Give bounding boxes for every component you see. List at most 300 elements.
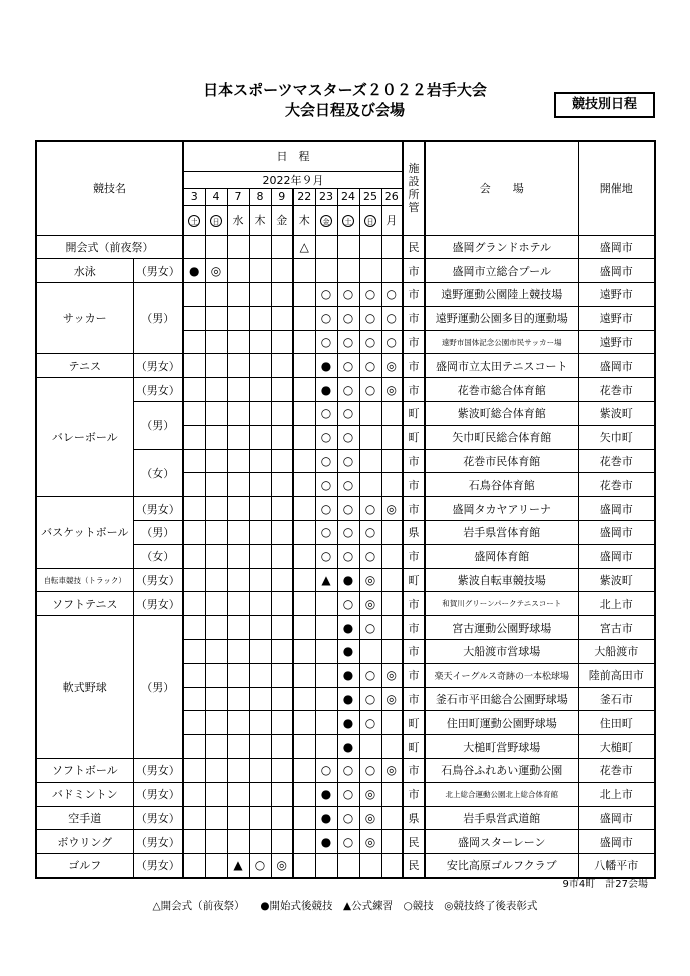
header-weekday: 木 — [249, 205, 271, 235]
venue-name: 紫波町総合体育館 — [425, 402, 578, 426]
schedule-mark: ○ — [315, 306, 337, 330]
schedule-mark: ○ — [337, 544, 359, 568]
schedule-mark — [315, 235, 337, 259]
schedule-mark — [183, 759, 205, 783]
schedule-mark — [227, 759, 249, 783]
schedule-mark — [293, 735, 315, 759]
schedule-mark: ▲ — [315, 568, 337, 592]
schedule-mark — [205, 473, 227, 497]
schedule-mark — [271, 616, 293, 640]
schedule-mark: ○ — [337, 521, 359, 545]
schedule-mark: ○ — [315, 425, 337, 449]
schedule-mark — [381, 806, 403, 830]
schedule-mark — [227, 806, 249, 830]
schedule-mark: ● — [337, 616, 359, 640]
schedule-mark — [249, 663, 271, 687]
schedule-mark: ○ — [359, 616, 381, 640]
schedule-mark — [381, 592, 403, 616]
schedule-mark: ◎ — [381, 687, 403, 711]
schedule-mark — [359, 735, 381, 759]
venue-location: 北上市 — [578, 782, 655, 806]
schedule-mark — [205, 568, 227, 592]
schedule-mark: ○ — [381, 330, 403, 354]
schedule-mark: ◎ — [359, 782, 381, 806]
schedule-mark — [271, 259, 293, 283]
schedule-mark: ○ — [359, 521, 381, 545]
venue-name: 楽天イーグルス奇跡の一本松球場 — [425, 663, 578, 687]
schedule-mark — [315, 640, 337, 664]
schedule-mark — [227, 521, 249, 545]
facility-kanri: 市 — [403, 663, 425, 687]
venue-location: 盛岡市 — [578, 235, 655, 259]
schedule-mark: ○ — [359, 759, 381, 783]
schedule-mark — [359, 854, 381, 878]
schedule-mark — [249, 640, 271, 664]
schedule-mark — [183, 640, 205, 664]
schedule-mark — [271, 687, 293, 711]
schedule-mark: ○ — [315, 521, 337, 545]
venue-name: 岩手県営体育館 — [425, 521, 578, 545]
venue-location: 盛岡市 — [578, 354, 655, 378]
schedule-mark — [381, 449, 403, 473]
venue-location: 釜石市 — [578, 687, 655, 711]
schedule-mark: ○ — [315, 497, 337, 521]
schedule-mark — [293, 378, 315, 402]
schedule-mark — [249, 592, 271, 616]
schedule-row — [36, 592, 655, 616]
schedule-mark — [293, 306, 315, 330]
schedule-mark: ● — [337, 711, 359, 735]
schedule-mark — [205, 521, 227, 545]
schedule-mark: ◎ — [381, 378, 403, 402]
schedule-mark: ◎ — [381, 759, 403, 783]
schedule-mark — [227, 640, 249, 664]
schedule-mark — [381, 640, 403, 664]
facility-kanri: 市 — [403, 616, 425, 640]
venue-location: 盛岡市 — [578, 830, 655, 854]
venue-name: 石鳥谷体育館 — [425, 473, 578, 497]
venue-location: 紫波町 — [578, 402, 655, 426]
schedule-mark — [249, 735, 271, 759]
schedule-row — [36, 283, 655, 307]
schedule-row — [36, 378, 655, 402]
header-day: 8 — [249, 188, 271, 205]
header-venue: 会 場 — [425, 141, 578, 235]
schedule-mark — [205, 616, 227, 640]
schedule-mark — [249, 449, 271, 473]
schedule-mark: ○ — [337, 592, 359, 616]
schedule-mark — [293, 354, 315, 378]
schedule-mark — [271, 711, 293, 735]
event-gender: （男女） — [133, 497, 183, 521]
schedule-mark — [293, 711, 315, 735]
schedule-row — [36, 616, 655, 640]
schedule-mark — [271, 759, 293, 783]
header-weekday: 土 — [183, 205, 205, 235]
schedule-mark: ○ — [337, 473, 359, 497]
header-weekday: 日 — [205, 205, 227, 235]
schedule-mark — [381, 854, 403, 878]
venue-name: 盛岡スターレーン — [425, 830, 578, 854]
header-weekday: 金 — [315, 205, 337, 235]
schedule-mark — [249, 782, 271, 806]
schedule-mark: ◎ — [359, 830, 381, 854]
facility-kanri: 県 — [403, 806, 425, 830]
facility-kanri: 民 — [403, 830, 425, 854]
venue-location: 遠野市 — [578, 330, 655, 354]
schedule-mark — [205, 759, 227, 783]
event-gender: （女） — [133, 544, 183, 568]
schedule-row — [36, 354, 655, 378]
schedule-mark — [183, 592, 205, 616]
event-name: ゴルフ — [36, 854, 133, 878]
event-gender: （男女） — [133, 782, 183, 806]
venue-name: 遠野運動公園多目的運動場 — [425, 306, 578, 330]
schedule-mark — [293, 425, 315, 449]
schedule-mark — [271, 449, 293, 473]
event-gender: （男） — [133, 402, 183, 450]
schedule-mark — [249, 259, 271, 283]
schedule-mark — [227, 497, 249, 521]
schedule-mark: ○ — [315, 449, 337, 473]
schedule-mark — [293, 806, 315, 830]
schedule-mark — [271, 354, 293, 378]
header-schedule: 日 程 — [183, 141, 403, 171]
venue-location: 花巻市 — [578, 759, 655, 783]
venue-location: 北上市 — [578, 592, 655, 616]
schedule-mark — [249, 544, 271, 568]
event-gender: （男） — [133, 283, 183, 354]
venue-name: 北上総合運動公園北上総合体育館 — [425, 782, 578, 806]
schedule-mark — [227, 544, 249, 568]
schedule-mark: ▲ — [227, 854, 249, 878]
facility-kanri: 町 — [403, 711, 425, 735]
schedule-mark — [271, 735, 293, 759]
schedule-mark — [205, 782, 227, 806]
venue-name: 花巻市総合体育館 — [425, 378, 578, 402]
schedule-mark — [227, 330, 249, 354]
schedule-mark — [271, 378, 293, 402]
legend: △開会式（前夜祭） ●開始式後競技 ▲公式練習 ○競技 ◎競技終了後表彰式 — [152, 900, 538, 912]
schedule-mark: ○ — [249, 854, 271, 878]
schedule-mark: ○ — [359, 711, 381, 735]
schedule-mark: ○ — [315, 402, 337, 426]
schedule-mark — [205, 235, 227, 259]
schedule-mark — [227, 592, 249, 616]
schedule-mark: ○ — [337, 330, 359, 354]
schedule-mark — [293, 259, 315, 283]
schedule-mark — [205, 735, 227, 759]
schedule-mark: ◎ — [381, 354, 403, 378]
venue-location: 盛岡市 — [578, 806, 655, 830]
venue-location: 盛岡市 — [578, 259, 655, 283]
header-weekday: 水 — [227, 205, 249, 235]
schedule-mark — [183, 687, 205, 711]
schedule-mark — [271, 806, 293, 830]
header-day: 3 — [183, 188, 205, 205]
schedule-mark — [205, 497, 227, 521]
facility-kanri: 町 — [403, 402, 425, 426]
schedule-mark: ○ — [381, 283, 403, 307]
schedule-mark — [183, 402, 205, 426]
schedule-mark — [183, 735, 205, 759]
schedule-mark — [381, 235, 403, 259]
schedule-mark — [183, 521, 205, 545]
schedule-mark — [293, 283, 315, 307]
schedule-mark — [249, 378, 271, 402]
schedule-row — [36, 759, 655, 783]
schedule-mark — [381, 521, 403, 545]
event-name: ボウリング — [36, 830, 133, 854]
venue-location: 住田町 — [578, 711, 655, 735]
schedule-mark — [249, 330, 271, 354]
schedule-mark — [381, 259, 403, 283]
event-name: 自転車競技（トラック） — [36, 568, 133, 592]
event-gender: （男女） — [133, 568, 183, 592]
venue-name: 盛岡タカヤアリーナ — [425, 497, 578, 521]
venue-name: 安比高原ゴルフクラブ — [425, 854, 578, 878]
schedule-mark — [227, 782, 249, 806]
schedule-mark — [293, 497, 315, 521]
schedule-mark — [271, 497, 293, 521]
header-location: 開催地 — [578, 141, 655, 235]
schedule-mark: ● — [183, 259, 205, 283]
schedule-mark — [381, 568, 403, 592]
schedule-mark — [205, 544, 227, 568]
header-day: 23 — [315, 188, 337, 205]
schedule-mark: ● — [315, 830, 337, 854]
schedule-mark — [205, 830, 227, 854]
schedule-mark — [183, 378, 205, 402]
facility-kanri: 市 — [403, 473, 425, 497]
schedule-mark — [205, 806, 227, 830]
schedule-mark — [381, 616, 403, 640]
venue-name: 盛岡体育館 — [425, 544, 578, 568]
venue-location: 花巻市 — [578, 473, 655, 497]
schedule-mark: ● — [337, 735, 359, 759]
schedule-mark — [205, 402, 227, 426]
schedule-mark — [293, 330, 315, 354]
venue-name: 紫波自転車競技場 — [425, 568, 578, 592]
schedule-mark: ◎ — [381, 663, 403, 687]
schedule-mark — [293, 830, 315, 854]
schedule-mark — [249, 687, 271, 711]
venue-name: 石鳥谷ふれあい運動公園 — [425, 759, 578, 783]
schedule-mark — [337, 235, 359, 259]
page-title: 日本スポーツマスターズ２０２２岩手大会 大会日程及び会場 — [203, 81, 487, 119]
schedule-mark: ○ — [315, 759, 337, 783]
facility-kanri: 町 — [403, 735, 425, 759]
schedule-mark — [315, 854, 337, 878]
schedule-mark — [249, 402, 271, 426]
schedule-mark: ◎ — [381, 497, 403, 521]
event-name: バレーボール — [36, 378, 133, 497]
schedule-mark — [271, 830, 293, 854]
schedule-mark: ○ — [315, 473, 337, 497]
header-event: 競技名 — [36, 141, 183, 235]
schedule-mark — [359, 473, 381, 497]
schedule-mark: ◎ — [271, 854, 293, 878]
schedule-mark — [249, 283, 271, 307]
schedule-mark — [293, 473, 315, 497]
venue-name: 岩手県営武道館 — [425, 806, 578, 830]
schedule-mark — [271, 782, 293, 806]
schedule-mark: ○ — [337, 759, 359, 783]
schedule-mark — [315, 663, 337, 687]
venue-name: 盛岡市立太田テニスコート — [425, 354, 578, 378]
schedule-mark — [249, 354, 271, 378]
schedule-mark — [227, 259, 249, 283]
schedule-mark — [271, 663, 293, 687]
schedule-mark — [249, 806, 271, 830]
event-name: 水泳 — [36, 259, 133, 283]
venue-location: 矢巾町 — [578, 425, 655, 449]
schedule-mark — [205, 306, 227, 330]
schedule-mark: ● — [315, 378, 337, 402]
schedule-mark — [183, 568, 205, 592]
schedule-mark — [183, 425, 205, 449]
schedule-mark — [249, 830, 271, 854]
facility-kanri: 市 — [403, 259, 425, 283]
schedule-row — [36, 806, 655, 830]
header-day: 22 — [293, 188, 315, 205]
event-gender: （男女） — [133, 378, 183, 402]
schedule-mark — [249, 568, 271, 592]
schedule-mark: ○ — [359, 283, 381, 307]
schedule-mark: ● — [315, 354, 337, 378]
schedule-mark: ○ — [359, 687, 381, 711]
schedule-mark: ● — [315, 806, 337, 830]
schedule-mark — [249, 497, 271, 521]
schedule-mark — [227, 616, 249, 640]
facility-kanri: 市 — [403, 378, 425, 402]
venue-location: 遠野市 — [578, 283, 655, 307]
schedule-mark — [271, 640, 293, 664]
schedule-mark: ● — [315, 782, 337, 806]
schedule-mark — [183, 354, 205, 378]
event-name: 空手道 — [36, 806, 133, 830]
schedule-mark: ● — [337, 663, 359, 687]
schedule-mark — [381, 402, 403, 426]
schedule-mark: ○ — [359, 330, 381, 354]
event-name: サッカー — [36, 283, 133, 354]
schedule-mark — [359, 402, 381, 426]
venue-name: 花巻市民体育館 — [425, 449, 578, 473]
schedule-mark — [227, 402, 249, 426]
header-day: 7 — [227, 188, 249, 205]
schedule-mark — [183, 473, 205, 497]
venue-location: 紫波町 — [578, 568, 655, 592]
schedule-mark: ○ — [337, 378, 359, 402]
venue-location: 盛岡市 — [578, 521, 655, 545]
schedule-mark — [381, 473, 403, 497]
schedule-row — [36, 830, 655, 854]
schedule-row — [36, 782, 655, 806]
schedule-mark — [249, 306, 271, 330]
facility-kanri: 市 — [403, 283, 425, 307]
schedule-mark — [293, 759, 315, 783]
schedule-mark — [249, 759, 271, 783]
venue-name: 釜石市平田総合公園野球場 — [425, 687, 578, 711]
schedule-row — [36, 259, 655, 283]
venue-name: 遠野市国体記念公園市民サッカー場 — [425, 330, 578, 354]
schedule-mark — [205, 283, 227, 307]
event-gender: （女） — [133, 449, 183, 497]
header-weekday: 月 — [381, 205, 403, 235]
schedule-mark — [227, 235, 249, 259]
schedule-mark — [205, 711, 227, 735]
header-weekday: 木 — [293, 205, 315, 235]
facility-kanri: 民 — [403, 235, 425, 259]
schedule-mark — [271, 306, 293, 330]
schedule-mark — [227, 449, 249, 473]
schedule-table — [35, 140, 656, 879]
schedule-mark — [227, 354, 249, 378]
schedule-mark — [183, 782, 205, 806]
event-gender: （男） — [133, 616, 183, 759]
event-gender: （男女） — [133, 259, 183, 283]
schedule-mark — [205, 449, 227, 473]
schedule-mark — [293, 521, 315, 545]
facility-kanri: 市 — [403, 354, 425, 378]
facility-kanri: 市 — [403, 544, 425, 568]
facility-kanri: 市 — [403, 640, 425, 664]
schedule-mark — [183, 497, 205, 521]
schedule-mark: ○ — [315, 544, 337, 568]
schedule-mark — [271, 521, 293, 545]
schedule-mark: ○ — [359, 663, 381, 687]
venue-name: 宮古運動公園野球場 — [425, 616, 578, 640]
schedule-mark — [249, 711, 271, 735]
schedule-mark — [315, 711, 337, 735]
schedule-mark — [227, 663, 249, 687]
venue-name: 盛岡グランドホテル — [425, 235, 578, 259]
schedule-mark — [271, 473, 293, 497]
schedule-row — [36, 235, 655, 259]
facility-kanri: 市 — [403, 782, 425, 806]
schedule-mark — [359, 259, 381, 283]
schedule-mark — [271, 402, 293, 426]
schedule-mark — [227, 473, 249, 497]
schedule-mark — [293, 544, 315, 568]
facility-kanri: 民 — [403, 854, 425, 878]
facility-kanri: 市 — [403, 330, 425, 354]
event-name: バドミントン — [36, 782, 133, 806]
schedule-mark — [183, 449, 205, 473]
schedule-mark: ○ — [337, 497, 359, 521]
schedule-mark: △ — [293, 235, 315, 259]
facility-kanri: 市 — [403, 306, 425, 330]
schedule-mark — [205, 640, 227, 664]
schedule-mark: ◎ — [359, 568, 381, 592]
schedule-mark — [381, 830, 403, 854]
schedule-type-badge: 競技別日程 — [554, 92, 655, 118]
schedule-mark — [315, 616, 337, 640]
schedule-mark — [271, 425, 293, 449]
schedule-mark — [227, 711, 249, 735]
schedule-mark — [293, 640, 315, 664]
schedule-mark: ○ — [337, 449, 359, 473]
schedule-mark — [183, 283, 205, 307]
schedule-mark — [227, 306, 249, 330]
header-weekday: 土 — [337, 205, 359, 235]
schedule-mark — [381, 425, 403, 449]
venue-name: 矢巾町民総合体育館 — [425, 425, 578, 449]
schedule-row — [36, 854, 655, 878]
facility-kanri: 市 — [403, 497, 425, 521]
schedule-mark: ○ — [337, 402, 359, 426]
schedule-mark — [249, 521, 271, 545]
